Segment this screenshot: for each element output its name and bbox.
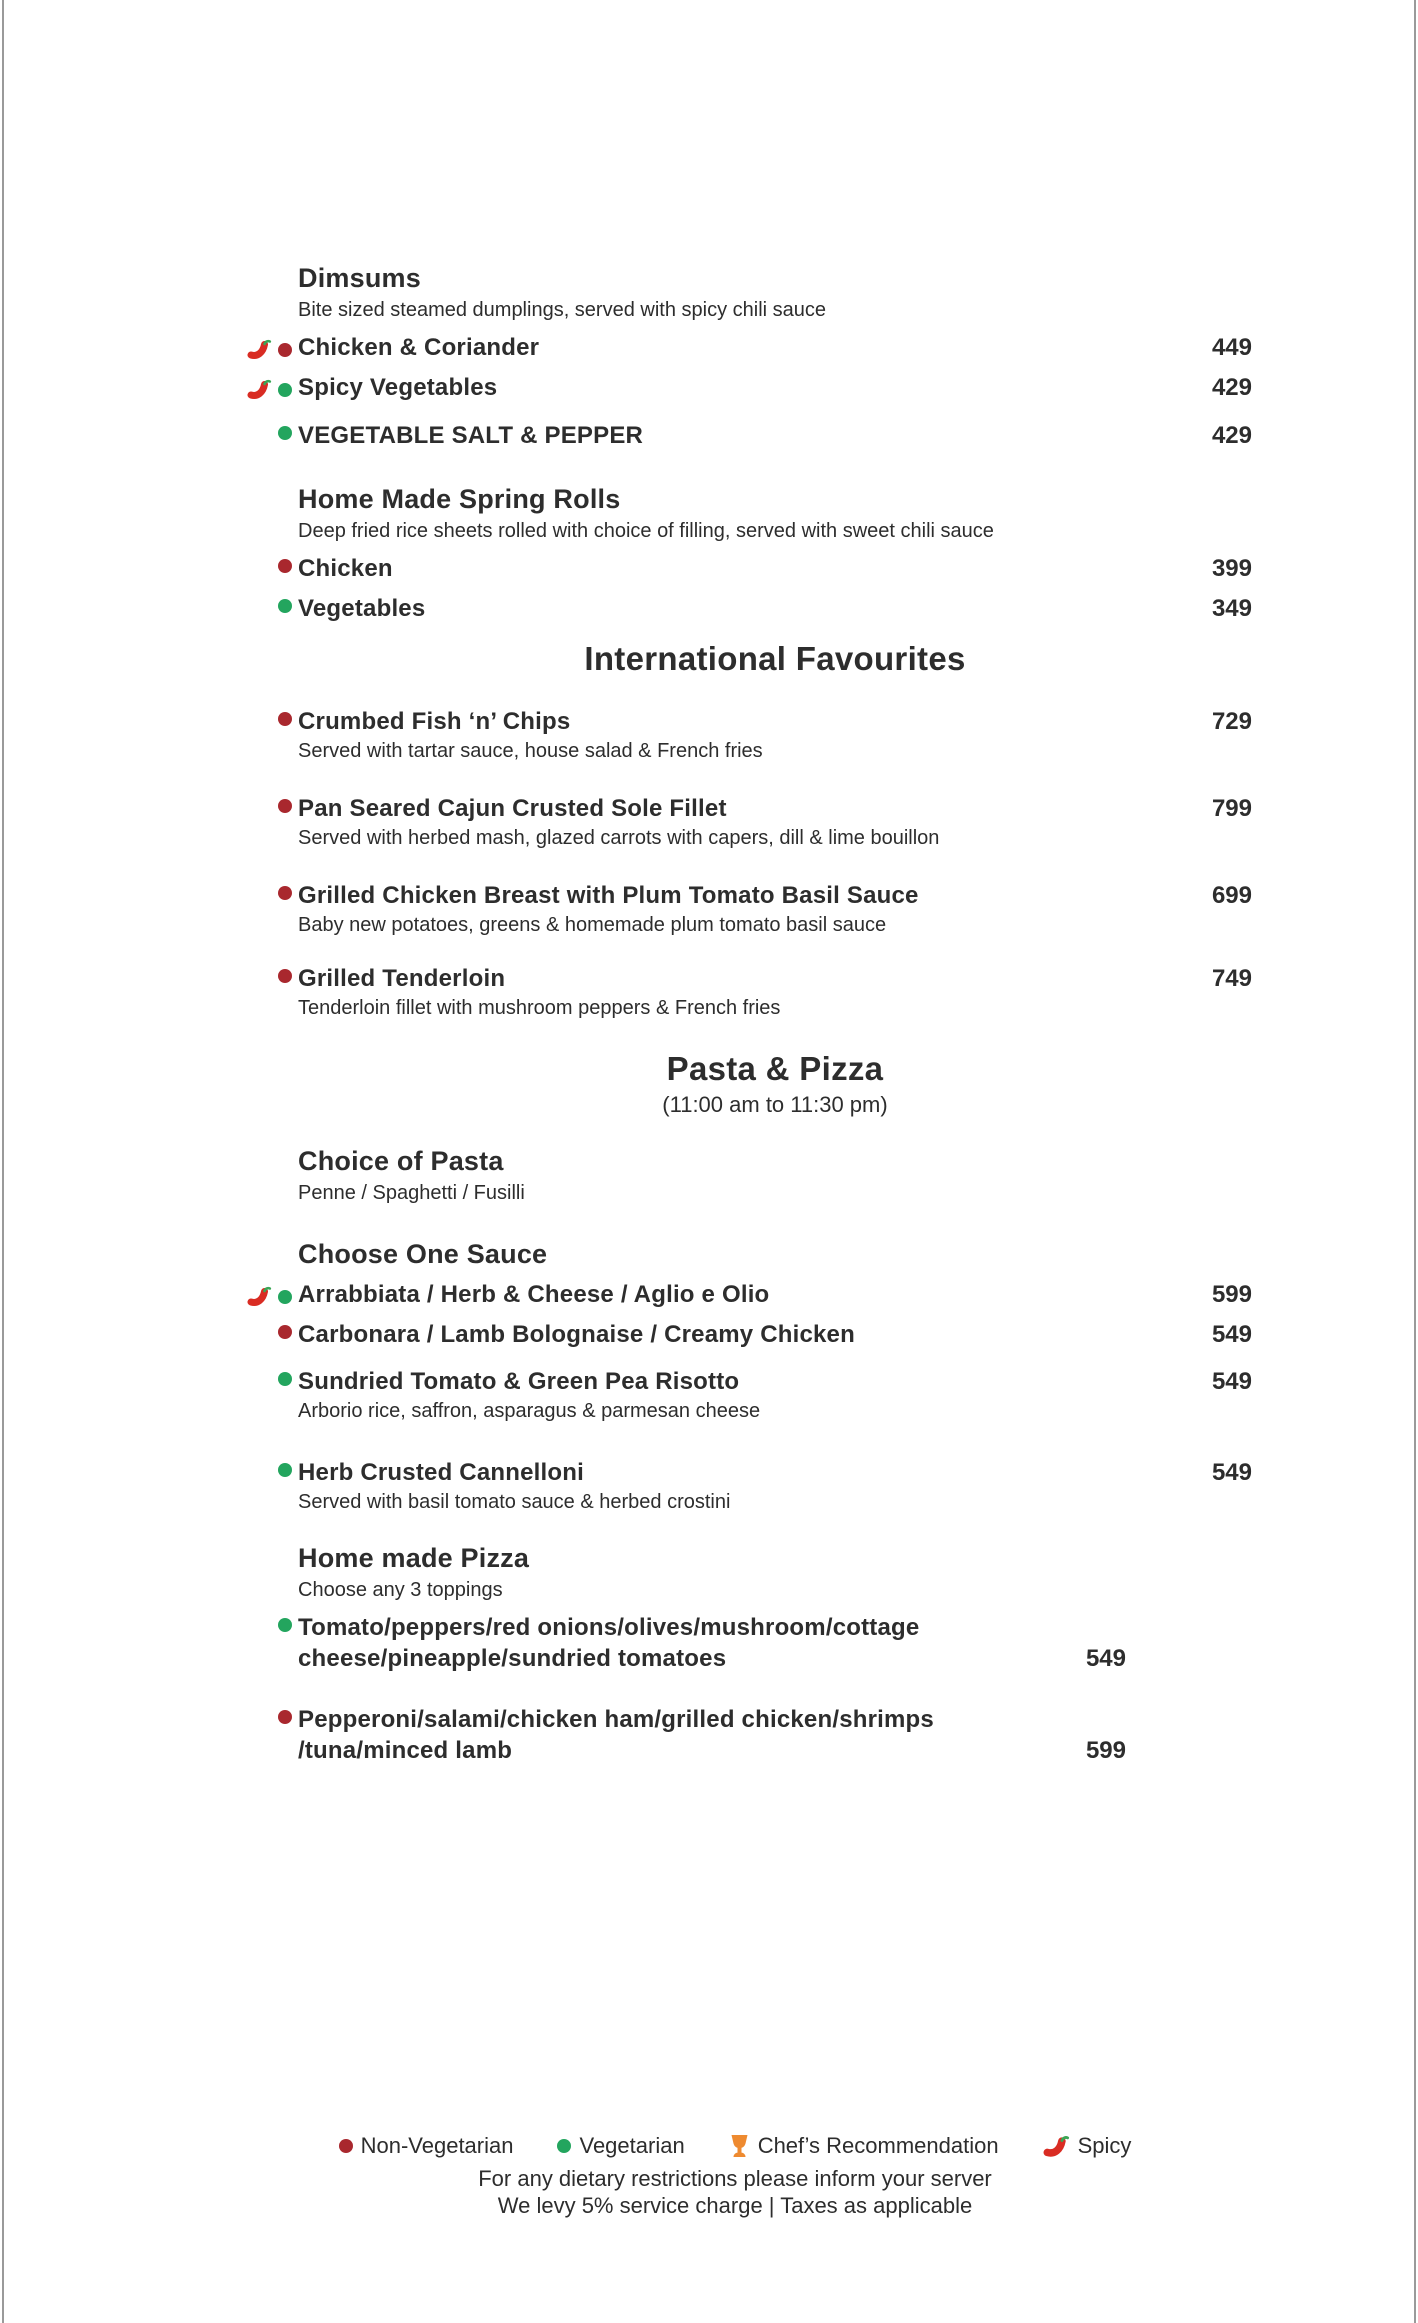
item-price: 599 (1085, 1737, 1126, 1764)
section-description: Deep fried rice sheets rolled with choice of filling, served with sweet chili sauce (298, 520, 994, 542)
non-veg-dot-icon (278, 559, 292, 573)
menu-item-block (298, 793, 1252, 851)
menu-item-row (298, 372, 1252, 403)
menu-item-row (298, 1612, 1252, 1674)
menu-item-block (298, 880, 1252, 938)
section-heading: International Favourites (584, 640, 966, 677)
item-description: Served with herbed mash, glazed carrots with capers, dill & lime bouillon (298, 827, 940, 849)
item-price: 599 (1211, 1281, 1252, 1308)
legend-spicy-label: Spicy (1077, 2133, 1132, 2158)
menu-item-block (298, 706, 1252, 764)
veg-dot-icon (278, 1463, 292, 1477)
non-veg-dot-icon (339, 2139, 353, 2153)
heading-pasta-pizza (298, 1050, 1252, 1118)
item-name: Chicken (298, 555, 393, 582)
item-price: 429 (1211, 374, 1252, 401)
menu-item-row (298, 593, 1252, 624)
menu-item-row (298, 553, 1252, 584)
item-price: 729 (1211, 708, 1252, 735)
item-name: Crumbed Fish ‘n’ Chips (298, 708, 571, 735)
item-description: Tenderloin fillet with mushroom peppers & French fries (298, 997, 781, 1019)
item-name: Grilled Chicken Breast with Plum Tomato Basil Sauce (298, 882, 919, 909)
item-name: Pan Seared Cajun Crusted Sole Fillet (298, 795, 727, 822)
menu-item-block (298, 963, 1252, 1021)
veg-dot-icon (278, 1290, 292, 1304)
item-price: 349 (1211, 595, 1252, 622)
dietary-note: For any dietary restrictions please inform your server (478, 2166, 992, 2191)
item-description: Arborio rice, saffron, asparagus & parmesan cheese (298, 1400, 761, 1422)
item-name: Tomato/peppers/red onions/olives/mushroom/cottage cheese/pineapple/sundried tomatoes (298, 1614, 920, 1672)
service-charge-note: We levy 5% service charge | Taxes as applicable (497, 2193, 973, 2218)
item-price: 429 (1211, 422, 1252, 449)
veg-dot-icon (278, 1618, 292, 1632)
page-right-border (1414, 0, 1416, 2323)
section-title: Home made Pizza (298, 1543, 530, 1573)
section-heading: Pasta & Pizza (666, 1050, 884, 1087)
menu-item-block (298, 1457, 1252, 1515)
section-choice-of-pasta (298, 1145, 1252, 1206)
item-price: 749 (1211, 965, 1252, 992)
page-left-border (2, 0, 4, 2323)
item-description: Served with tartar sauce, house salad & French fries (298, 740, 763, 762)
legend-veg (557, 2132, 684, 2160)
legend-chef-label: Chef’s Recommendation (757, 2133, 999, 2158)
menu-item-row (298, 1457, 1252, 1488)
item-name: Pepperoni/salami/chicken ham/grilled chicken/shrimps /tuna/minced lamb (298, 1706, 934, 1764)
item-name: Carbonara / Lamb Bolognaise / Creamy Chicken (298, 1321, 855, 1348)
item-price: 549 (1211, 1321, 1252, 1348)
veg-dot-icon (557, 2139, 571, 2153)
spicy-chili-icon (1043, 2134, 1070, 2159)
heading-international-favourites (298, 640, 1252, 678)
menu-item-row (298, 793, 1252, 824)
non-veg-dot-icon (278, 1325, 292, 1339)
item-name: Sundried Tomato & Green Pea Risotto (298, 1368, 740, 1395)
legend-row (52, 2132, 1418, 2160)
spicy-chili-icon (247, 1285, 272, 1308)
section-title: Choice of Pasta (298, 1146, 504, 1176)
item-name: Vegetables (298, 595, 426, 622)
section-title: Dimsums (298, 263, 421, 293)
item-price: 449 (1211, 334, 1252, 361)
item-price: 549 (1211, 1368, 1252, 1395)
spicy-chili-icon (247, 338, 272, 361)
item-price: 549 (1211, 1459, 1252, 1486)
item-description: Baby new potatoes, greens & homemade plum tomato basil sauce (298, 914, 887, 936)
section-title: Home Made Spring Rolls (298, 484, 621, 514)
item-name: Grilled Tenderloin (298, 965, 506, 992)
menu-item-row (298, 880, 1252, 911)
legend-non-veg (339, 2132, 514, 2160)
non-veg-dot-icon (278, 886, 292, 900)
veg-dot-icon (278, 426, 292, 440)
menu-item-block (298, 1366, 1252, 1424)
item-price: 549 (1085, 1645, 1126, 1672)
item-name: Herb Crusted Cannelloni (298, 1459, 584, 1486)
menu-item-row (298, 706, 1252, 737)
item-name: Spicy Vegetables (298, 374, 498, 401)
menu-item-row (298, 963, 1252, 994)
item-name: Arrabbiata / Herb & Cheese / Aglio e Olio (298, 1281, 770, 1308)
menu-item-row (298, 1704, 1252, 1766)
item-name: Chicken & Coriander (298, 334, 540, 361)
chef-recommendation-trophy-icon (729, 2134, 750, 2158)
section-veg-salt-pepper (298, 420, 1252, 451)
item-description: Served with basil tomato sauce & herbed crostini (298, 1491, 731, 1513)
legend-non-veg-label: Non-Vegetarian (360, 2133, 514, 2158)
menu-item-row (298, 420, 1252, 451)
menu-item-row (298, 1366, 1252, 1397)
legend-footer (52, 2132, 1418, 2219)
item-price: 399 (1211, 555, 1252, 582)
section-title: Choose One Sauce (298, 1239, 548, 1269)
non-veg-dot-icon (278, 712, 292, 726)
section-description: Choose any 3 toppings (298, 1579, 503, 1601)
section-choose-one-sauce (298, 1238, 1252, 1350)
section-description: Penne / Spaghetti / Fusilli (298, 1182, 525, 1204)
veg-dot-icon (278, 1372, 292, 1386)
non-veg-dot-icon (278, 343, 292, 357)
section-home-made-pizza (298, 1542, 1252, 1766)
item-price: 699 (1211, 882, 1252, 909)
veg-dot-icon (278, 599, 292, 613)
menu-item-row (298, 332, 1252, 363)
non-veg-dot-icon (278, 1710, 292, 1724)
veg-dot-icon (278, 383, 292, 397)
section-description: Bite sized steamed dumplings, served with spicy chili sauce (298, 299, 827, 321)
menu-item-row (298, 1279, 1252, 1310)
item-price: 799 (1211, 795, 1252, 822)
section-dimsums (298, 262, 1252, 403)
menu-item-row (298, 1319, 1252, 1350)
spicy-chili-icon (247, 378, 272, 401)
non-veg-dot-icon (278, 799, 292, 813)
non-veg-dot-icon (278, 969, 292, 983)
legend-veg-label: Vegetarian (579, 2133, 685, 2158)
item-name: VEGETABLE SALT & PEPPER (298, 422, 644, 449)
section-hours: (11:00 am to 11:30 pm) (662, 1092, 888, 1117)
legend-chef (729, 2132, 999, 2160)
section-spring-rolls (298, 483, 1252, 624)
legend-spicy (1043, 2132, 1132, 2160)
